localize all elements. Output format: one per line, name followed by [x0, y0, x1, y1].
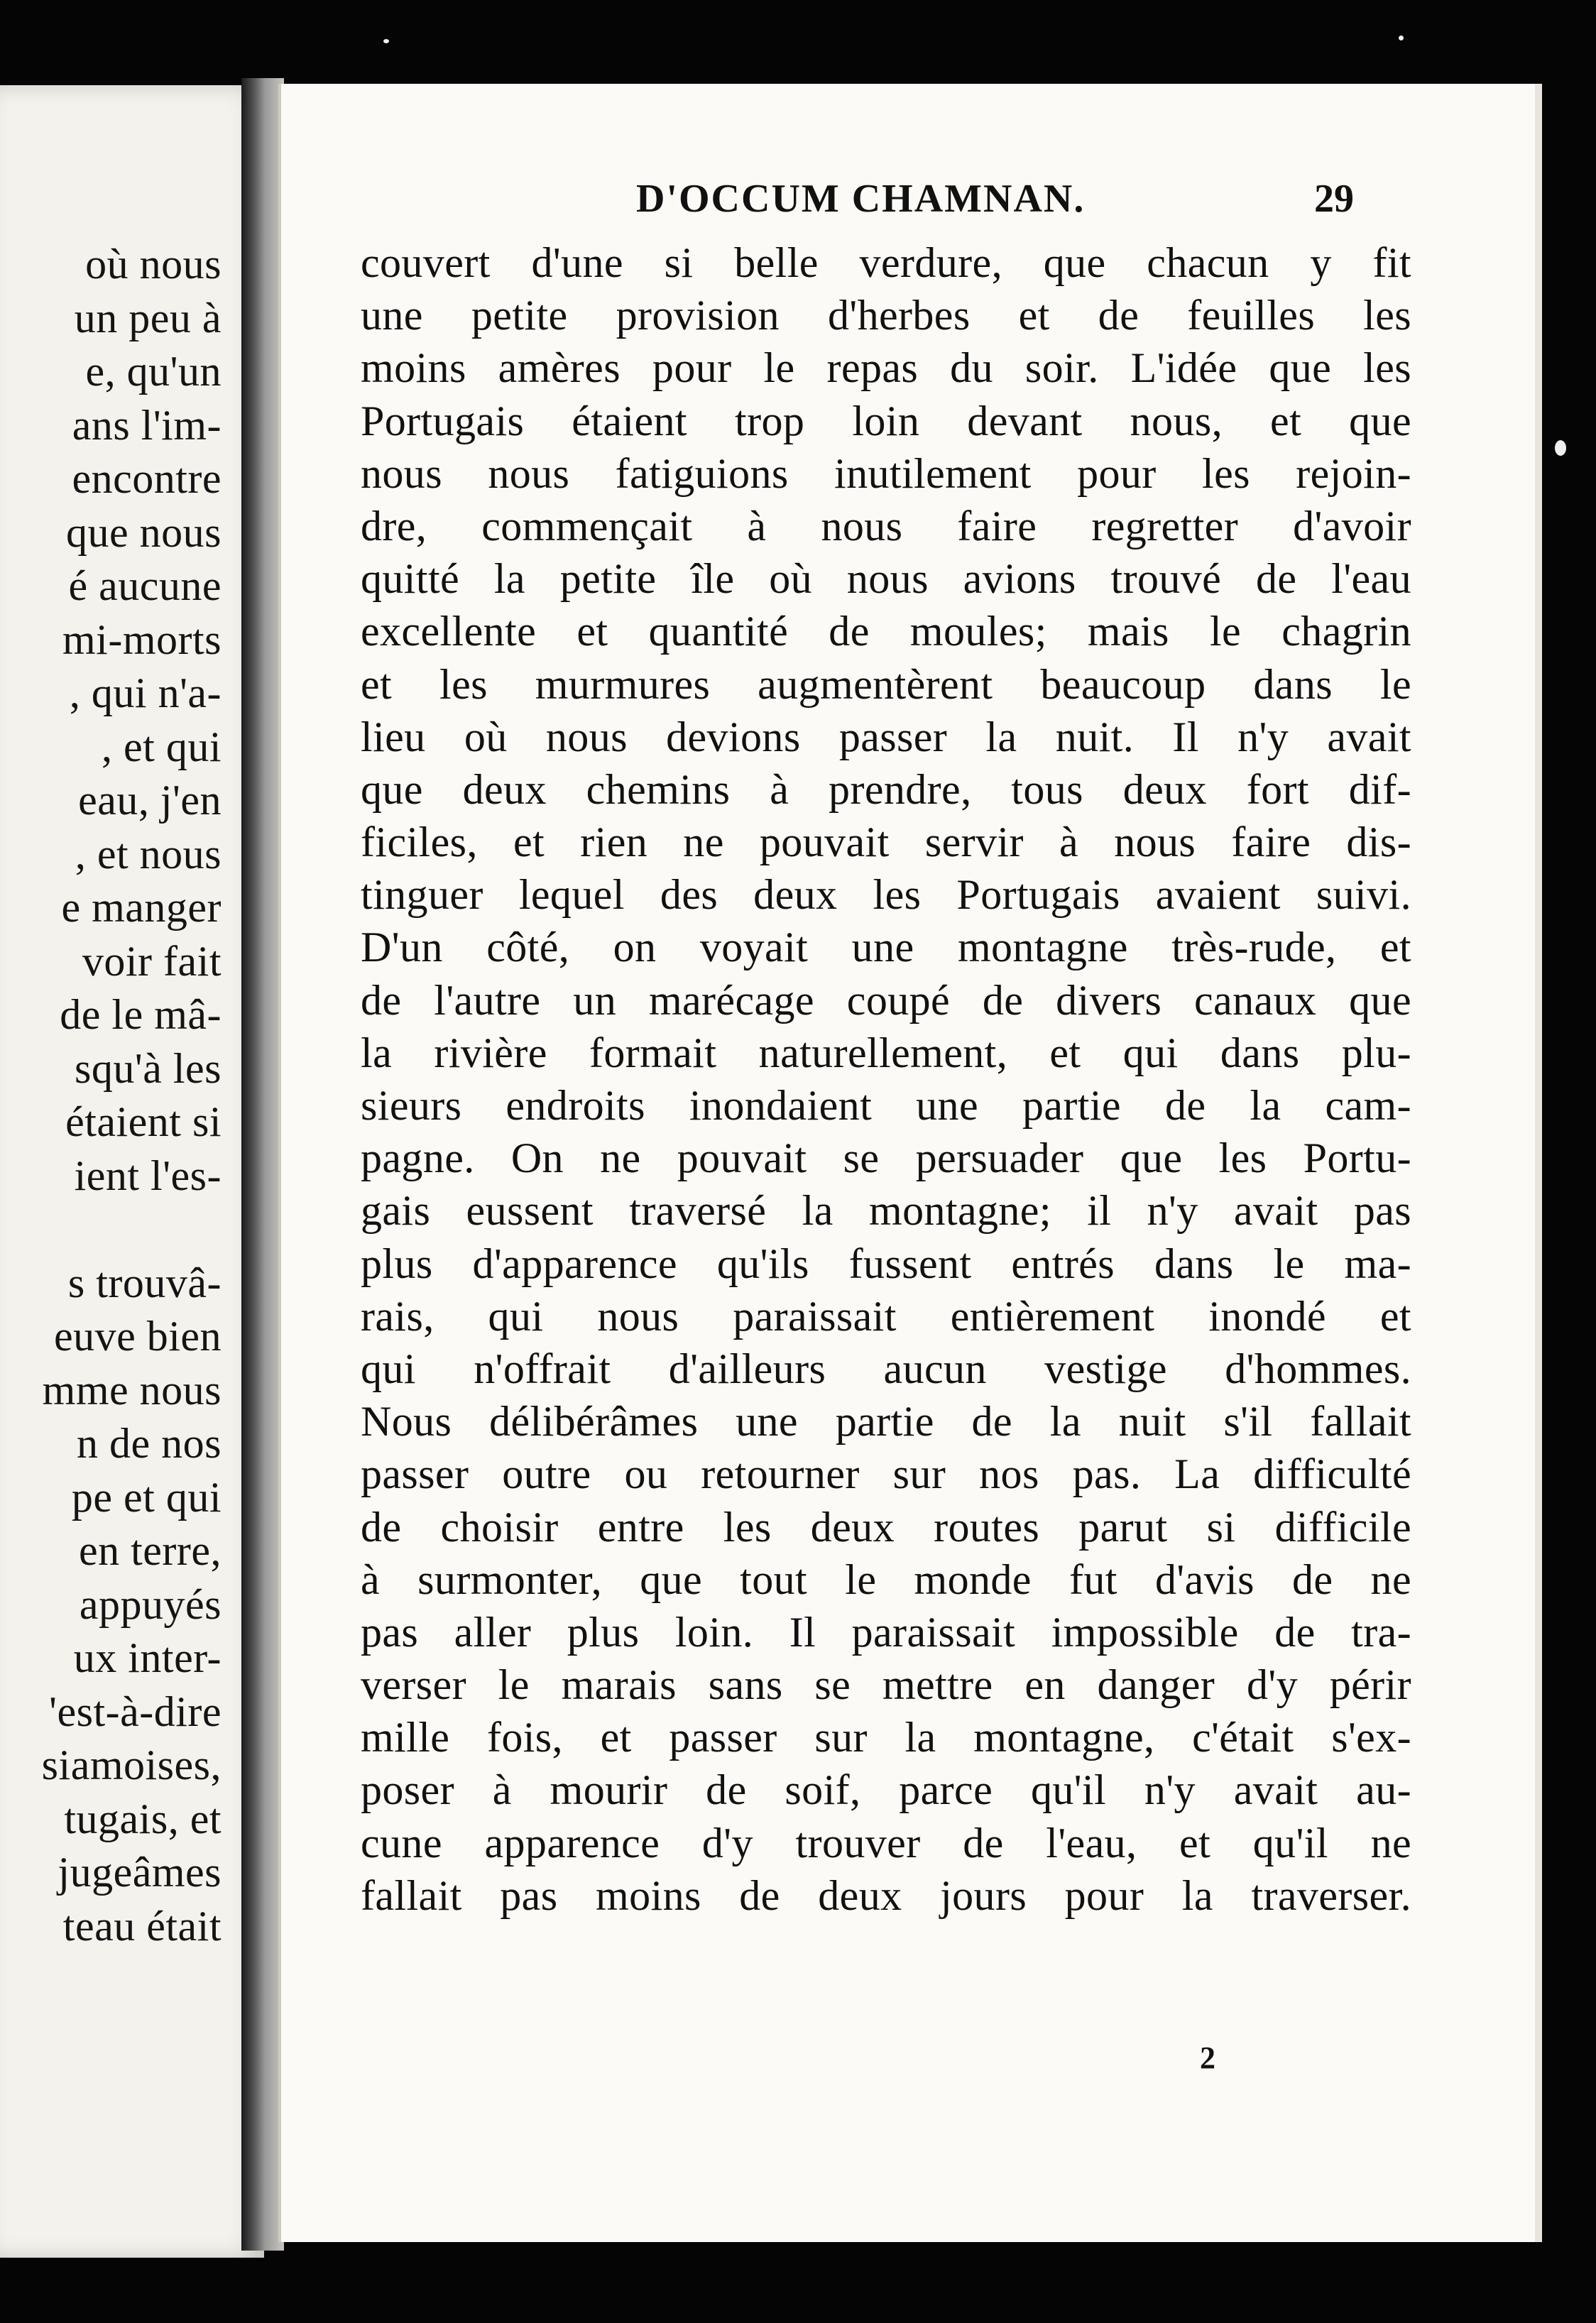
- running-title: D'OCCUM CHAMNAN.: [636, 177, 1086, 221]
- text-line: couvert d'une si belle verdure, que chacun y fit: [361, 239, 1411, 286]
- left-page-line: que nous: [66, 508, 222, 556]
- text-line: pas aller plus loin. Il paraissait impossible de tra-: [361, 1608, 1411, 1656]
- left-page-line: en terre,: [78, 1527, 222, 1574]
- left-page-line: encontre: [72, 455, 222, 502]
- left-page-line: ux inter-: [73, 1634, 222, 1681]
- text-line: dre, commençait à nous faire regretter d'avoir: [361, 502, 1411, 550]
- left-page-line: appuyés: [79, 1580, 222, 1628]
- text-line: Portugais étaient trop loin devant nous, et que: [361, 397, 1411, 444]
- left-page-line: mme nous: [42, 1366, 222, 1414]
- left-page-line: jugeâmes: [58, 1849, 222, 1896]
- left-page-line: n de nos: [77, 1420, 222, 1467]
- left-page-line: e, qu'un: [85, 348, 222, 395]
- left-page-lines: [42, 238, 222, 1953]
- text-line: verser le marais sans se mettre en danger d'y périr: [361, 1661, 1411, 1709]
- left-page-line: é aucune: [68, 562, 222, 609]
- text-line: pagne. On ne pouvait se persuader que les Portu-: [361, 1135, 1411, 1182]
- text-line: sieurs endroits inondaient une partie de la cam-: [361, 1082, 1411, 1129]
- text-line: à surmonter, que tout le monde fut d'avis de ne: [361, 1556, 1411, 1603]
- left-page-line: squ'à les: [75, 1044, 222, 1092]
- text-line: de choisir entre les deux routes parut si difficile: [361, 1503, 1411, 1551]
- left-page-line: tugais, et: [64, 1795, 222, 1842]
- left-page-line: , et nous: [75, 830, 222, 878]
- text-line: rais, qui nous paraissait entièrement inondé et: [361, 1292, 1411, 1340]
- left-page-line: e manger: [61, 884, 222, 931]
- text-line: tinguer lequel des deux les Portugais avaient suivi.: [361, 871, 1411, 919]
- running-head: [281, 176, 1542, 233]
- dust-speck: [383, 39, 389, 43]
- text-line: quitté la petite île où nous avions trouvé de l'eau: [361, 555, 1411, 603]
- left-page-line: s trouvâ-: [67, 1259, 222, 1306]
- text-line: que deux chemins à prendre, tous deux fort dif-: [361, 765, 1411, 813]
- book-gutter: [241, 78, 284, 2251]
- text-line: passer outre ou retourner sur nos pas. La difficulté: [361, 1450, 1411, 1498]
- left-page-line: , qui n'a-: [69, 669, 222, 716]
- text-line: fallait pas moins de deux jours pour la traverser.: [361, 1871, 1411, 1919]
- text-line: gais eussent traversé la montagne; il n'y avait pas: [361, 1187, 1411, 1235]
- text-line: une petite provision d'herbes et de feuilles les: [361, 292, 1411, 339]
- text-line: ficiles, et rien ne pouvait servir à nous faire dis-: [361, 819, 1411, 866]
- text-line: la rivière formait naturellement, et qui dans plu-: [361, 1029, 1411, 1076]
- left-page-line: ient l'es-: [74, 1152, 222, 1199]
- left-page-line: siamoises,: [41, 1742, 222, 1788]
- text-line: plus d'apparence qu'ils fussent entrés dans le ma-: [361, 1240, 1411, 1287]
- text-line: excellente et quantité de moules; mais le chagrin: [361, 608, 1411, 655]
- text-line: de l'autre un marécage coupé de divers canaux que: [361, 976, 1411, 1024]
- text-line: Nous délibérâmes une partie de la nuit s'il fallait: [361, 1398, 1411, 1445]
- left-page-line: un peu à: [74, 294, 222, 341]
- text-line: D'un côté, on voyait une montagne très-rude, et: [361, 924, 1411, 971]
- text-line: et les murmures augmentèrent beaucoup dans le: [361, 660, 1411, 708]
- left-page-line: 'est-à-dire: [49, 1688, 222, 1735]
- text-line: moins amères pour le repas du soir. L'idée que les: [361, 344, 1411, 392]
- left-page-fragment: [0, 85, 264, 2258]
- left-page-line: euve bien: [53, 1313, 222, 1360]
- text-line: mille fois, et passer sur la montagne, c'était s'ex-: [361, 1714, 1411, 1761]
- text-line: lieu où nous devions passer la nuit. Il n'y avait: [361, 713, 1411, 760]
- right-page: [278, 84, 1542, 2242]
- left-page-line: , et qui: [102, 723, 222, 770]
- left-page-line: de le mâ-: [60, 991, 222, 1038]
- left-page-line: voir fait: [82, 937, 222, 985]
- text-line: qui n'offrait d'ailleurs aucun vestige d'hommes.: [361, 1345, 1411, 1392]
- signature-mark: 2: [1200, 2040, 1215, 2075]
- text-line: cune apparence d'y trouver de l'eau, et qu'il ne: [361, 1819, 1411, 1866]
- body-text: [361, 236, 1411, 1922]
- left-page-line: étaient si: [65, 1098, 222, 1145]
- dust-speck: [1555, 440, 1566, 456]
- text-line: nous nous fatiguions inutilement pour les rejoin-: [361, 449, 1411, 497]
- left-page-line: [42, 1203, 222, 1257]
- page-number: 29: [1314, 177, 1354, 221]
- text-line: poser à mourir de soif, parce qu'il n'y avait au-: [361, 1766, 1411, 1814]
- left-page-line: pe et qui: [71, 1473, 222, 1521]
- dust-speck: [1399, 35, 1404, 40]
- left-page-line: teau était: [62, 1902, 222, 1950]
- left-page-line: eau, j'en: [78, 777, 222, 824]
- left-page-line: mi-morts: [62, 616, 222, 663]
- left-page-line: ans l'im-: [72, 401, 222, 449]
- left-page-line: où nous: [85, 241, 222, 288]
